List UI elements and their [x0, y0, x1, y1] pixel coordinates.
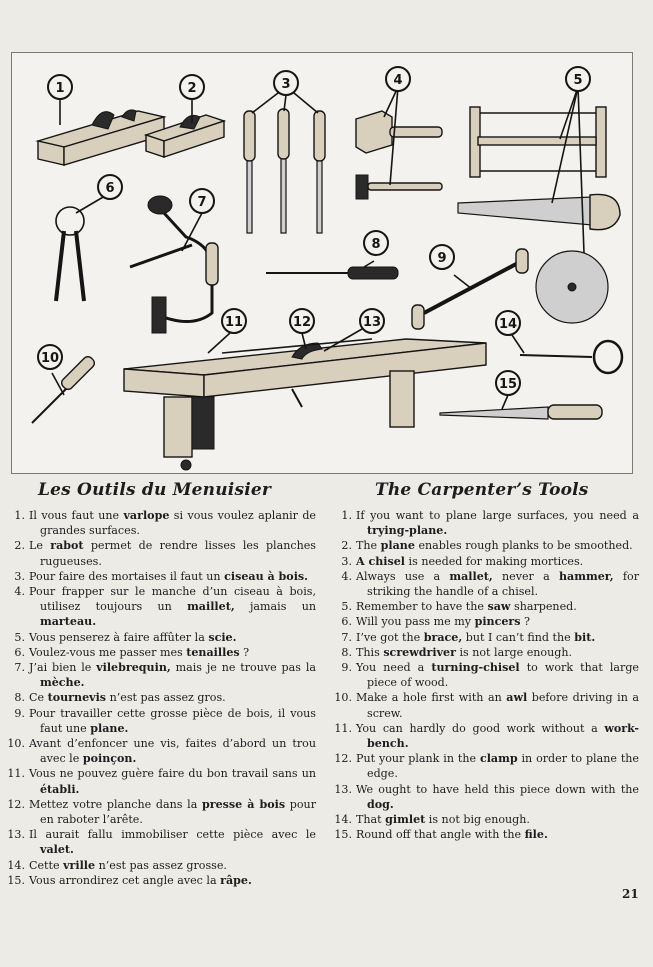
svg-text:15: 15 — [498, 377, 518, 392]
item-text: is not large enough. — [455, 645, 573, 659]
item-text: before driving in a screw. — [367, 691, 640, 720]
item-number: 2. — [341, 539, 352, 553]
tool-name: awl — [506, 691, 528, 705]
tool-name: varlope — [123, 509, 170, 522]
french-item-9 — [6, 706, 316, 736]
item-text: Will you pass me my — [356, 615, 475, 629]
tools-illustration — [11, 52, 633, 474]
french-item-7 — [6, 660, 316, 690]
item-number: 10. — [7, 737, 25, 751]
french-item-14 — [6, 858, 316, 873]
tool-name: râpe. — [220, 873, 252, 887]
item-text: Put your plank in the — [356, 752, 480, 766]
tool-name: file. — [524, 828, 548, 842]
item-text: Le — [29, 539, 51, 553]
french-title: Les Outils du Menuisier — [38, 480, 272, 500]
item-text: Always use a — [356, 569, 450, 583]
item-number: 11. — [7, 767, 25, 781]
english-item-10 — [333, 690, 639, 720]
item-number: 8. — [341, 645, 352, 659]
item-number: 5. — [14, 630, 25, 644]
label-2 — [180, 75, 204, 123]
item-text: We ought to have held this piece down with the — [356, 782, 639, 796]
item-number: 11. — [334, 721, 352, 735]
item-text: sharpened. — [510, 600, 577, 614]
svg-text:13: 13 — [362, 315, 382, 330]
french-item-3 — [6, 569, 316, 584]
english-item-2 — [333, 538, 639, 553]
tool-name: hammer, — [558, 569, 614, 583]
item-number: 13. — [334, 782, 352, 796]
item-text: I’ve got the — [356, 630, 424, 644]
tool-name: bit. — [574, 630, 596, 644]
tool-name: ciseau à bois. — [224, 569, 309, 583]
english-list — [333, 508, 639, 842]
english-item-11 — [333, 721, 639, 751]
english-item-5 — [333, 599, 639, 614]
item-text: Pour frapper sur le manche d’un ciseau à bois, utilisez toujours un — [29, 585, 316, 614]
item-number: 12. — [7, 797, 25, 811]
brace-drawing — [130, 196, 218, 333]
item-number: 4. — [341, 569, 352, 583]
tool-name: marteau. — [40, 615, 97, 629]
item-number: 1. — [14, 509, 25, 522]
label-9 — [430, 245, 454, 269]
tool-name: établi. — [40, 782, 80, 796]
label-14 — [496, 311, 524, 353]
item-text: to work that large piece of wood. — [367, 661, 639, 690]
item-text: pour en raboter l’arête. — [40, 797, 316, 827]
pincers-drawing — [56, 193, 110, 301]
item-number: 1. — [341, 509, 352, 522]
item-text: That — [356, 813, 386, 827]
tool-name: presse à bois — [202, 797, 286, 811]
french-item-8 — [6, 690, 316, 705]
item-text: ? — [520, 615, 530, 629]
item-text: enables rough planks to be smoothed. — [414, 539, 633, 553]
item-text: You need a — [356, 661, 432, 675]
label-12 — [290, 309, 314, 349]
item-text: is needed for making mortices. — [405, 554, 584, 568]
tool-name: mèche. — [40, 676, 85, 690]
english-item-14 — [333, 812, 639, 827]
svg-text:11: 11 — [224, 315, 244, 330]
french-item-15 — [6, 873, 316, 888]
file-drawing — [440, 405, 602, 419]
item-number: 7. — [341, 630, 352, 644]
item-text: mais je ne trouve pas la — [170, 661, 316, 675]
tool-name: gimlet — [385, 813, 426, 827]
item-text: is not big enough. — [425, 813, 530, 827]
item-text: Round off that angle with the — [356, 828, 525, 842]
tool-name: maillet, — [187, 600, 235, 614]
item-text: Pour travailler cette grosse pièce de bois, il vous faut une — [29, 706, 316, 735]
french-item-11 — [6, 766, 316, 796]
tool-name: vrille — [63, 858, 96, 872]
item-number: 10. — [334, 691, 352, 705]
workbench-drawing — [124, 339, 486, 470]
tool-name: turning-chisel — [431, 661, 520, 675]
item-text: Vous penserez à faire affûter la — [29, 630, 209, 644]
tool-name: A chisel — [356, 554, 406, 568]
tool-name: dog. — [367, 797, 394, 811]
svg-text:4: 4 — [393, 73, 403, 88]
label-10 — [38, 345, 62, 369]
item-text: Il aurait fallu immobiliser cette pièce avec le — [29, 828, 316, 842]
svg-text:7: 7 — [197, 195, 207, 210]
tool-name: tournevis — [47, 691, 107, 705]
item-text: si vous voulez aplanir de grandes surfaces. — [40, 509, 317, 538]
mallet-hammer-drawing — [356, 87, 442, 199]
item-text: The — [356, 539, 381, 553]
item-text: n’est pas assez gros. — [106, 691, 226, 705]
item-number: 14. — [334, 813, 352, 827]
item-text: but I can’t find the — [462, 630, 575, 644]
svg-text:14: 14 — [498, 317, 518, 332]
svg-text:8: 8 — [371, 237, 381, 252]
item-text: Avant d’enfoncer une vis, faites d’abord un trou avec le — [29, 737, 316, 766]
label-11 — [208, 309, 246, 353]
label-7 — [190, 189, 214, 213]
item-text: Remember to have the — [356, 600, 488, 614]
tools-drawing — [12, 53, 632, 473]
item-number: 13. — [7, 828, 25, 842]
item-number: 5. — [341, 600, 352, 614]
label-15 — [496, 371, 520, 409]
tool-name: valet. — [40, 843, 74, 857]
item-text: If you want to plane large surfaces, you need a — [356, 509, 639, 522]
saws-drawing — [458, 87, 620, 323]
item-text: Voulez-vous me passer mes — [29, 645, 187, 659]
english-item-12 — [333, 751, 639, 781]
english-title: The Carpenter’s Tools — [375, 480, 589, 500]
item-number: 6. — [14, 645, 25, 659]
tool-name: poinçon. — [82, 752, 137, 766]
item-number: 9. — [341, 661, 352, 675]
item-text: in order to plane the edge. — [367, 752, 639, 781]
trying-plane-drawing — [38, 110, 164, 165]
svg-text:6: 6 — [105, 181, 115, 196]
tool-name: tenailles — [186, 645, 240, 659]
item-text: You can hardly do good work without a — [356, 721, 605, 735]
svg-text:12: 12 — [292, 315, 312, 330]
item-number: 7. — [14, 661, 25, 675]
item-number: 3. — [14, 569, 25, 583]
french-item-10 — [6, 736, 316, 766]
tool-name: scie. — [208, 630, 237, 644]
svg-text:10: 10 — [40, 351, 60, 366]
svg-text:9: 9 — [437, 251, 447, 266]
item-number: 14. — [7, 858, 25, 872]
tool-name: vilebrequin, — [96, 661, 171, 675]
item-number: 12. — [334, 752, 352, 766]
item-text: Pour faire des mortaises il faut un — [29, 569, 225, 583]
english-item-6 — [333, 614, 639, 629]
label-5 — [566, 67, 590, 91]
item-number: 2. — [14, 539, 25, 553]
label-3 — [252, 71, 318, 113]
item-text: Make a hole first with an — [356, 691, 507, 705]
item-text: n’est pas assez grosse. — [95, 858, 227, 872]
tool-name: screwdriver — [383, 645, 456, 659]
tool-name: saw — [487, 600, 511, 614]
english-item-13 — [333, 782, 639, 812]
english-item-15 — [333, 827, 639, 842]
item-number: 4. — [14, 585, 25, 599]
english-item-7 — [333, 630, 639, 645]
item-text: permet de rendre lisses les planches rugueuses. — [40, 539, 316, 568]
tool-name: trying-plane. — [367, 524, 448, 538]
tool-name: pincers — [474, 615, 521, 629]
item-text: Vous arrondirez cet angle avec la — [29, 873, 221, 887]
english-item-9 — [333, 660, 639, 690]
item-text: Vous ne pouvez guère faire du bon travail sans un — [29, 767, 316, 781]
chisels-drawing — [244, 109, 325, 233]
page-number: 21 — [622, 887, 639, 901]
french-item-13 — [6, 827, 316, 857]
tool-name: plane — [380, 539, 415, 553]
item-text: for striking the handle of a chisel. — [367, 569, 639, 599]
french-item-1 — [6, 508, 316, 538]
french-item-6 — [6, 645, 316, 660]
item-number: 15. — [7, 873, 25, 887]
svg-text:1: 1 — [55, 81, 65, 96]
item-text: Mettez votre planche dans la — [29, 797, 203, 811]
label-1 — [48, 75, 72, 125]
label-4 — [386, 67, 410, 91]
svg-text:5: 5 — [573, 73, 583, 88]
label-8 — [364, 231, 388, 255]
english-item-1 — [333, 508, 639, 538]
item-text: jamais un — [234, 600, 316, 614]
english-item-3 — [333, 554, 639, 569]
item-number: 9. — [14, 706, 25, 720]
label-6 — [98, 175, 122, 199]
item-text: Cette — [29, 858, 64, 872]
tool-name: clamp — [479, 752, 518, 766]
item-text: never a — [492, 569, 559, 583]
french-item-5 — [6, 630, 316, 645]
french-list — [6, 508, 316, 888]
item-text: J’ai bien le — [29, 661, 97, 675]
english-item-8 — [333, 645, 639, 660]
tool-name: work-bench. — [367, 721, 639, 751]
tool-name: mallet, — [449, 569, 493, 583]
item-text: Ce — [29, 691, 48, 705]
item-number: 6. — [341, 615, 352, 629]
item-text: ? — [239, 645, 250, 659]
tool-name: plane. — [90, 721, 129, 735]
english-item-4 — [333, 569, 639, 599]
gimlet-drawing — [520, 341, 622, 373]
item-number: 8. — [14, 691, 25, 705]
item-number: 3. — [341, 554, 352, 568]
svg-text:3: 3 — [281, 77, 291, 92]
french-item-12 — [6, 797, 316, 827]
tool-name: rabot — [50, 539, 84, 553]
french-item-2 — [6, 538, 316, 568]
item-number: 15. — [334, 828, 352, 842]
item-text: This — [356, 645, 384, 659]
screwdriver-drawing — [266, 261, 398, 279]
tool-name: brace, — [423, 630, 463, 644]
item-text: Il vous faut une — [29, 509, 124, 522]
svg-text:2: 2 — [187, 81, 197, 96]
french-item-4 — [6, 584, 316, 630]
